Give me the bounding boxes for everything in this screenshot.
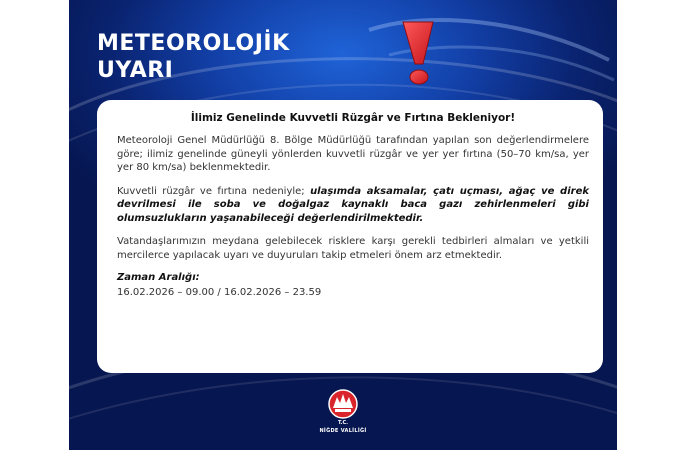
- title-line-1: METEOROLOJİK: [97, 31, 290, 56]
- risks-intro-text: Kuvvetli rüzgâr ve fırtına nedeniyle;: [117, 185, 311, 197]
- emblem-name-text: NİĞDE VALİLİĞİ: [319, 428, 367, 434]
- time-range-label: Zaman Aralığı:: [117, 272, 200, 283]
- page-title: [97, 30, 290, 84]
- governorship-emblem: [309, 388, 377, 450]
- paragraph-forecast: Meteoroloji Genel Müdürlüğü 8. Bölge Müdürlüğü tarafından yapılan son değerlendirmelere göre; ilimiz genelinde güneyli yönlerden kuvvetli rüzgâr ve yer yer fırtına (50–70 km/sa, yer yer 80 km/sa) beklenmektedir.: [117, 135, 589, 173]
- announcement-headline: İlimiz Genelinde Kuvvetli Rüzgâr ve Fırtına Bekleniyor!: [190, 112, 516, 124]
- governorship-emblem-icon: [309, 388, 377, 422]
- title-line-2: UYARI: [97, 58, 174, 83]
- time-range-value: 16.02.2026 – 09.00 / 16.02.2026 – 23.59: [117, 287, 322, 298]
- exclamation-mark-icon: [389, 18, 469, 88]
- emblem-tc-text: T.C.: [337, 420, 349, 426]
- warning-poster: [69, 0, 617, 450]
- paragraph-advice: Vatandaşlarımızın meydana gelebilecek risklere karşı gerekli tedbirleri almaları ve yetkili mercilerce yapılacak uyarı ve duyuruları takip etmeleri önem arz etmektedir.: [117, 236, 589, 261]
- risks-emphasis-text: ulaşımda aksamalar, çatı uçması, ağaç ve direk devrilmesi ile soba ve doğalgaz kaynaklı baca gazı zehirlenmeleri gibi olumsuzlukların yaşanabileceği değerlendirilmektedir.: [117, 185, 590, 224]
- announcement-card: [97, 100, 603, 373]
- paragraph-risks: [117, 185, 589, 226]
